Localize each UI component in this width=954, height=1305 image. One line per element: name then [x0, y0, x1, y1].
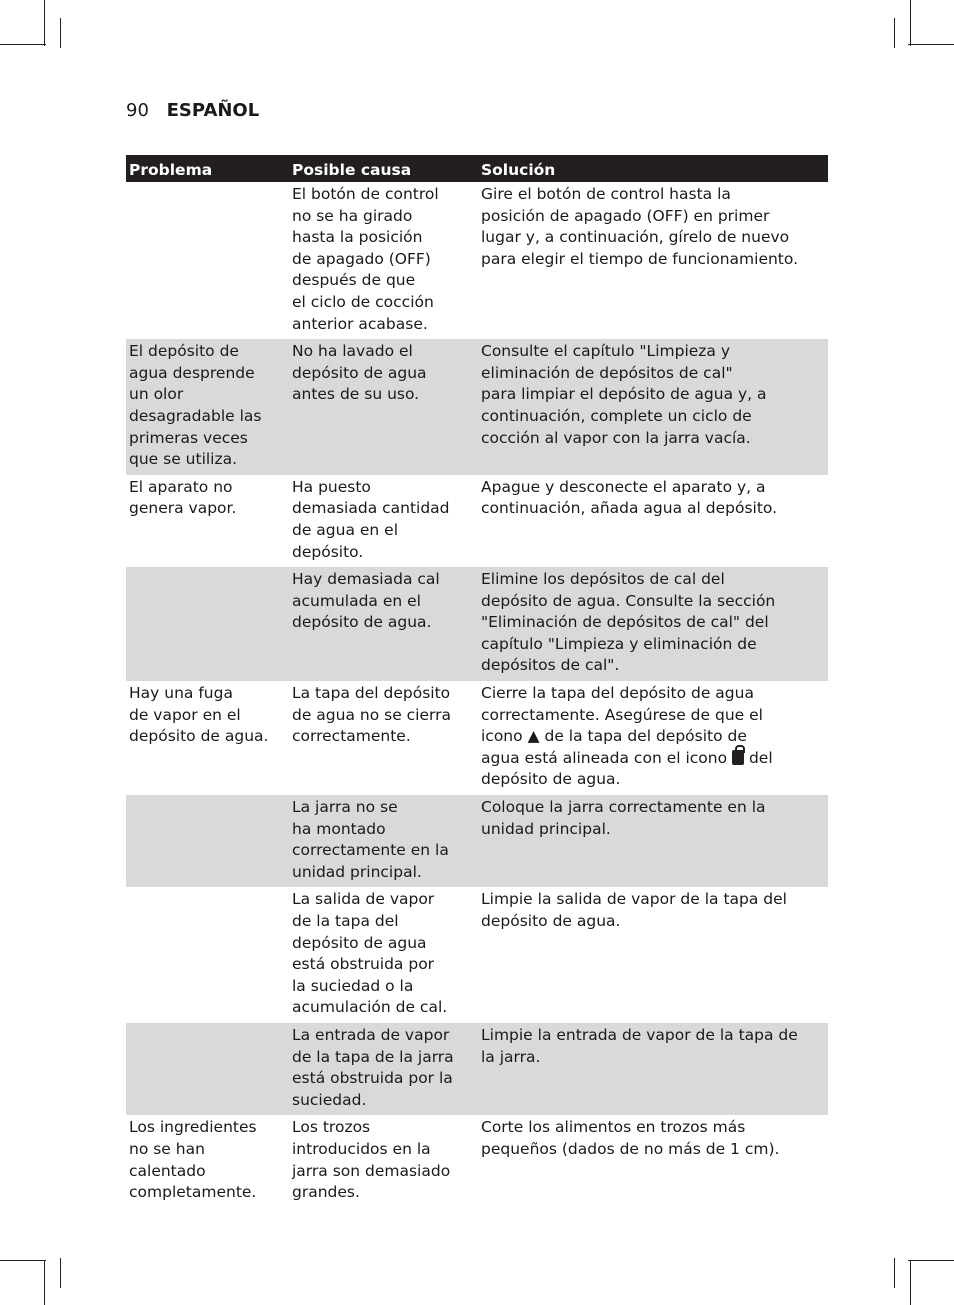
troubleshooting-table — [126, 155, 828, 1208]
table-header — [126, 155, 828, 182]
solution-cell: Gire el botón de control hasta la posición de apagado (OFF) en primer lugar y, a continuación, gírelo de nuevo para elegir el tiempo de funcionamiento. — [481, 185, 799, 268]
table-row — [126, 339, 828, 475]
problem-cell — [126, 1023, 289, 1115]
solution-cell: Coloque la jarra correctamente en la unidad principal. — [481, 798, 766, 838]
problem-cell — [126, 795, 289, 887]
cause-cell: No ha lavado el depósito de agua antes de su uso. — [292, 342, 427, 404]
crop-mark — [910, 1260, 911, 1305]
table-row — [126, 887, 828, 1023]
problem-cell — [126, 567, 289, 681]
cause-cell: Ha puesto demasiada cantidad de agua en el depósito. — [292, 477, 450, 561]
solution-cell: Corte los alimentos en trozos más pequeños (dados de no más de 1 cm). — [481, 1118, 780, 1158]
solution-cell: Limpie la salida de vapor de la tapa del depósito de agua. — [481, 890, 787, 930]
problem-cell: El aparato no genera vapor. — [129, 477, 237, 518]
problem-cell — [126, 887, 289, 1023]
crop-mark — [44, 1260, 45, 1305]
problem-cell — [126, 182, 289, 339]
page-header — [126, 100, 259, 121]
table-row — [126, 567, 828, 681]
solution-cell: Limpie la entrada de vapor de la tapa de la jarra. — [481, 1025, 798, 1066]
crop-mark — [894, 1258, 895, 1288]
crop-mark — [0, 1260, 46, 1261]
cause-cell: Los trozos introducidos en la jarra son demasiado grandes. — [292, 1118, 451, 1202]
triangle-up-icon: ▲ — [527, 727, 540, 746]
column-header-problem: Problema — [129, 160, 213, 179]
solution-cell: Apague y desconecte el aparato y, a continuación, añada agua al depósito. — [481, 477, 778, 518]
crop-mark — [44, 0, 45, 46]
table-row — [126, 182, 828, 339]
problem-cell: Los ingredientes no se han calentado completamente. — [129, 1118, 257, 1202]
solution-cell — [478, 681, 828, 795]
table-row — [126, 1115, 828, 1207]
table-row — [126, 475, 828, 567]
cause-cell: La salida de vapor de la tapa del depósito de agua está obstruida por la suciedad o la acumulación de cal. — [292, 890, 448, 1017]
crop-mark — [908, 44, 954, 45]
crop-mark — [60, 18, 61, 48]
crop-mark — [908, 1260, 954, 1261]
table-row — [126, 795, 828, 887]
column-header-solution: Solución — [481, 160, 556, 179]
cause-cell: La jarra no se ha montado correctamente en la unidad principal. — [292, 798, 449, 881]
page-number: 90 — [126, 100, 149, 121]
solution-text: del depósito de agua. — [481, 748, 773, 789]
table-row — [126, 1023, 828, 1115]
cause-cell: La tapa del depósito de agua no se cierra correctamente. — [292, 684, 451, 746]
crop-mark — [894, 18, 895, 48]
problem-cell: Hay una fuga de vapor en el depósito de agua. — [129, 684, 269, 746]
cause-cell: Hay demasiada cal acumulada en el depósito de agua. — [292, 570, 440, 632]
crop-mark — [910, 0, 911, 46]
solution-text: Cierre la tapa del depósito de agua correctamente. Asegúrese de que el icono — [481, 684, 763, 746]
solution-cell: Elimine los depósitos de cal del depósito de agua. Consulte la sección "Eliminación de depósitos de cal" del capítulo "Limpieza y eliminación de depósitos de cal". — [481, 570, 776, 675]
column-header-cause: Posible causa — [292, 160, 412, 179]
table-row — [126, 681, 828, 795]
problem-cell: El depósito de agua desprende un olor desagradable las primeras veces que se utiliza. — [129, 342, 262, 469]
crop-mark — [0, 44, 46, 45]
crop-mark — [60, 1258, 61, 1288]
cause-cell: El botón de control no se ha girado hasta la posición de apagado (OFF) después de que el ciclo de cocción anterior acabase. — [292, 185, 439, 333]
page-language: ESPAÑOL — [166, 100, 260, 121]
solution-text: de la tapa del depósito de agua está alineada con el icono — [481, 727, 747, 767]
cause-cell: La entrada de vapor de la tapa de la jarra está obstruida por la suciedad. — [292, 1025, 454, 1109]
solution-cell: Consulte el capítulo "Limpieza y eliminación de depósitos de cal" para limpiar el depósito de agua y, a continuación, complete un ciclo de cocción al vapor con la jarra vacía. — [481, 342, 767, 447]
padlock-icon — [732, 750, 744, 765]
